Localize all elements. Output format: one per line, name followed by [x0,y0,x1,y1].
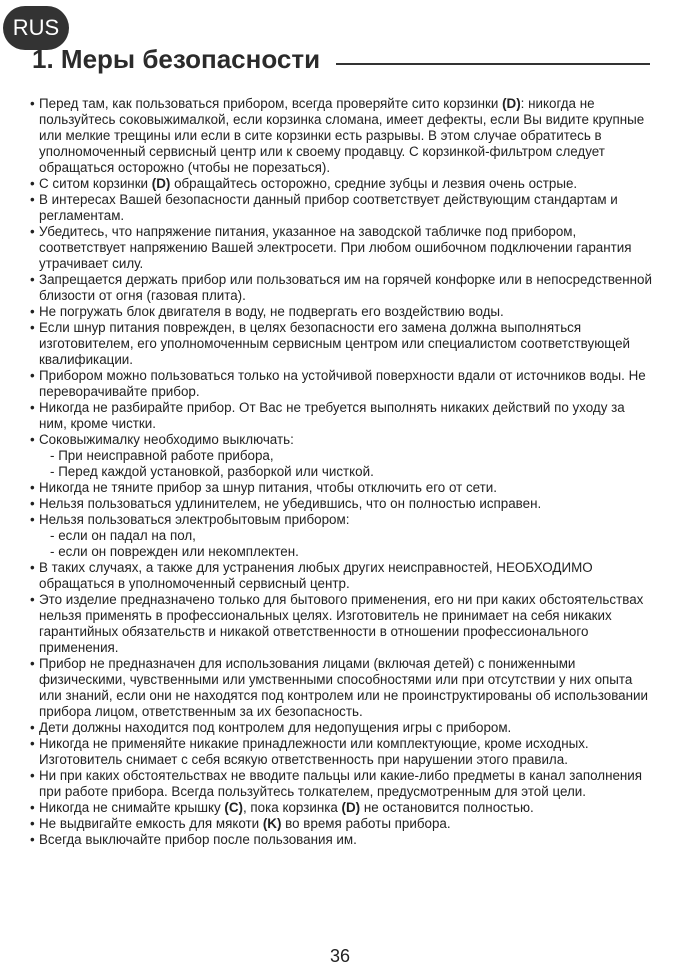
safety-item [30,816,652,832]
safety-item [30,304,652,320]
language-badge: RUS [3,6,69,50]
page-number: 36 [329,946,351,966]
safety-item-text: Если шнур питания поврежден, в целях безопасности его замена должна выполняться изготовителем, его уполномоченным сервисным центром или специалистом соответствующей квалификации. [39,320,631,367]
safety-item [30,400,652,432]
safety-item-text: Дети должны находится под контролем для недопущения игры с прибором. [39,720,512,735]
safety-item-text: Соковыжималку необходимо выключать: [39,432,294,447]
safety-subitem: - При неисправной работе прибора, [39,448,652,464]
safety-item-text: Нельзя пользоваться электробытовым прибором: [39,512,350,527]
safety-item-text: Не погружать блок двигателя в воду, не подвергать его воздействию воды. [39,304,504,319]
safety-item [30,560,652,592]
safety-item [30,480,652,496]
safety-item [30,496,652,512]
safety-item-text: Никогда не снимайте крышку (C), пока корзинка (D) не остановится полностью. [39,800,534,815]
section-header [32,44,650,75]
safety-subitem: - если он поврежден или некомплектен. [39,544,652,560]
safety-item-text: Никогда не применяйте никакие принадлежности или комплектующие, кроме исходных. Изготовитель снимает с себя всякую ответственность при нарушении этого правила. [39,736,589,767]
safety-item-text: С ситом корзинки (D) обращайтесь осторожно, средние зубцы и лезвия очень острые. [39,176,578,191]
safety-item-text: Никогда не тяните прибор за шнур питания, чтобы отключить его от сети. [39,480,497,495]
safety-item-text: Запрещается держать прибор или пользоваться им на горячей конфорке или в непосредственной близости от огня (газовая плита). [39,272,652,303]
safety-item [30,272,652,304]
safety-instructions-list [30,96,652,848]
safety-item-text: В таких случаях, а также для устранения любых других неисправностей, НЕОБХОДИМО обращаться в уполномоченный сервисный центр. [39,560,593,591]
safety-item [30,96,652,176]
safety-item [30,368,652,400]
page-title: 1. Меры безопасности [32,44,321,74]
safety-item [30,656,652,720]
safety-item [30,192,652,224]
safety-item-text: Прибором можно пользоваться только на устойчивой поверхности вдали от источников воды. Не переворачивайте прибор. [39,368,646,399]
safety-item [30,432,652,480]
safety-item [30,720,652,736]
safety-item [30,592,652,656]
safety-item [30,736,652,768]
safety-item-text: Всегда выключайте прибор после пользования им. [39,832,357,847]
safety-item-text: Не выдвигайте емкость для мякоти (K) во время работы прибора. [39,816,451,831]
safety-item-text: Перед там, как пользоваться прибором, всегда проверяйте сито корзинки (D): никогда не пользуйтесь соковыжималкой, если корзинка сломана, имеет дефекты, если Вы видите крупные или мелкие трещины или если в сите корзинки есть разрывы. В этом случае обратитесь в уполномоченный сервисный центр или к своему продавцу. С корзинкой-фильтром следует обращаться осторожно (чтобы не порезаться). [39,96,645,175]
safety-item-text: В интересах Вашей безопасности данный прибор соответствует действующим стандартам и регламентам. [39,192,618,223]
safety-item-text: Прибор не предназначен для использования лицами (включая детей) с пониженными физическими, чувственными или умственными способностями или при отсутствии у них опыта или знаний, если они не находятся под контролем или не проинструктированы об использовании прибора лицом, ответственным за их безопасность. [39,656,648,719]
safety-item [30,800,652,816]
safety-item [30,224,652,272]
safety-item-text: Нельзя пользоваться удлинителем, не убедившись, что он полностью исправен. [39,496,542,511]
safety-item [30,320,652,368]
title-divider [336,63,650,65]
safety-subitem: - если он падал на пол, [39,528,652,544]
safety-item-text: Ни при каких обстоятельствах не вводите пальцы или какие-либо предметы в канал заполнения при работе прибора. Всегда пользуйтесь толкателем, предусмотренным для этой цели. [39,768,643,799]
safety-item-text: Это изделие предназначено только для бытового применения, его ни при каких обстоятельствах нельзя применять в профессиональных целях. Изготовитель не принимает на себя никаких гарантийных обязательств и никакой ответственности в отношении профессионального применения. [39,592,644,655]
safety-item [30,176,652,192]
safety-item-text: Никогда не разбирайте прибор. От Вас не требуется выполнять никаких действий по уходу за ним, кроме чистки. [39,400,625,431]
safety-item [30,512,652,560]
safety-item-text: Убедитесь, что напряжение питания, указанное на заводской табличке под прибором, соответствует напряжению Вашей электросети. При любом ошибочном подключении гарантия утрачивает силу. [39,224,632,271]
safety-item [30,768,652,800]
safety-item [30,832,652,848]
safety-subitem: - Перед каждой установкой, разборкой или чисткой. [39,464,652,480]
